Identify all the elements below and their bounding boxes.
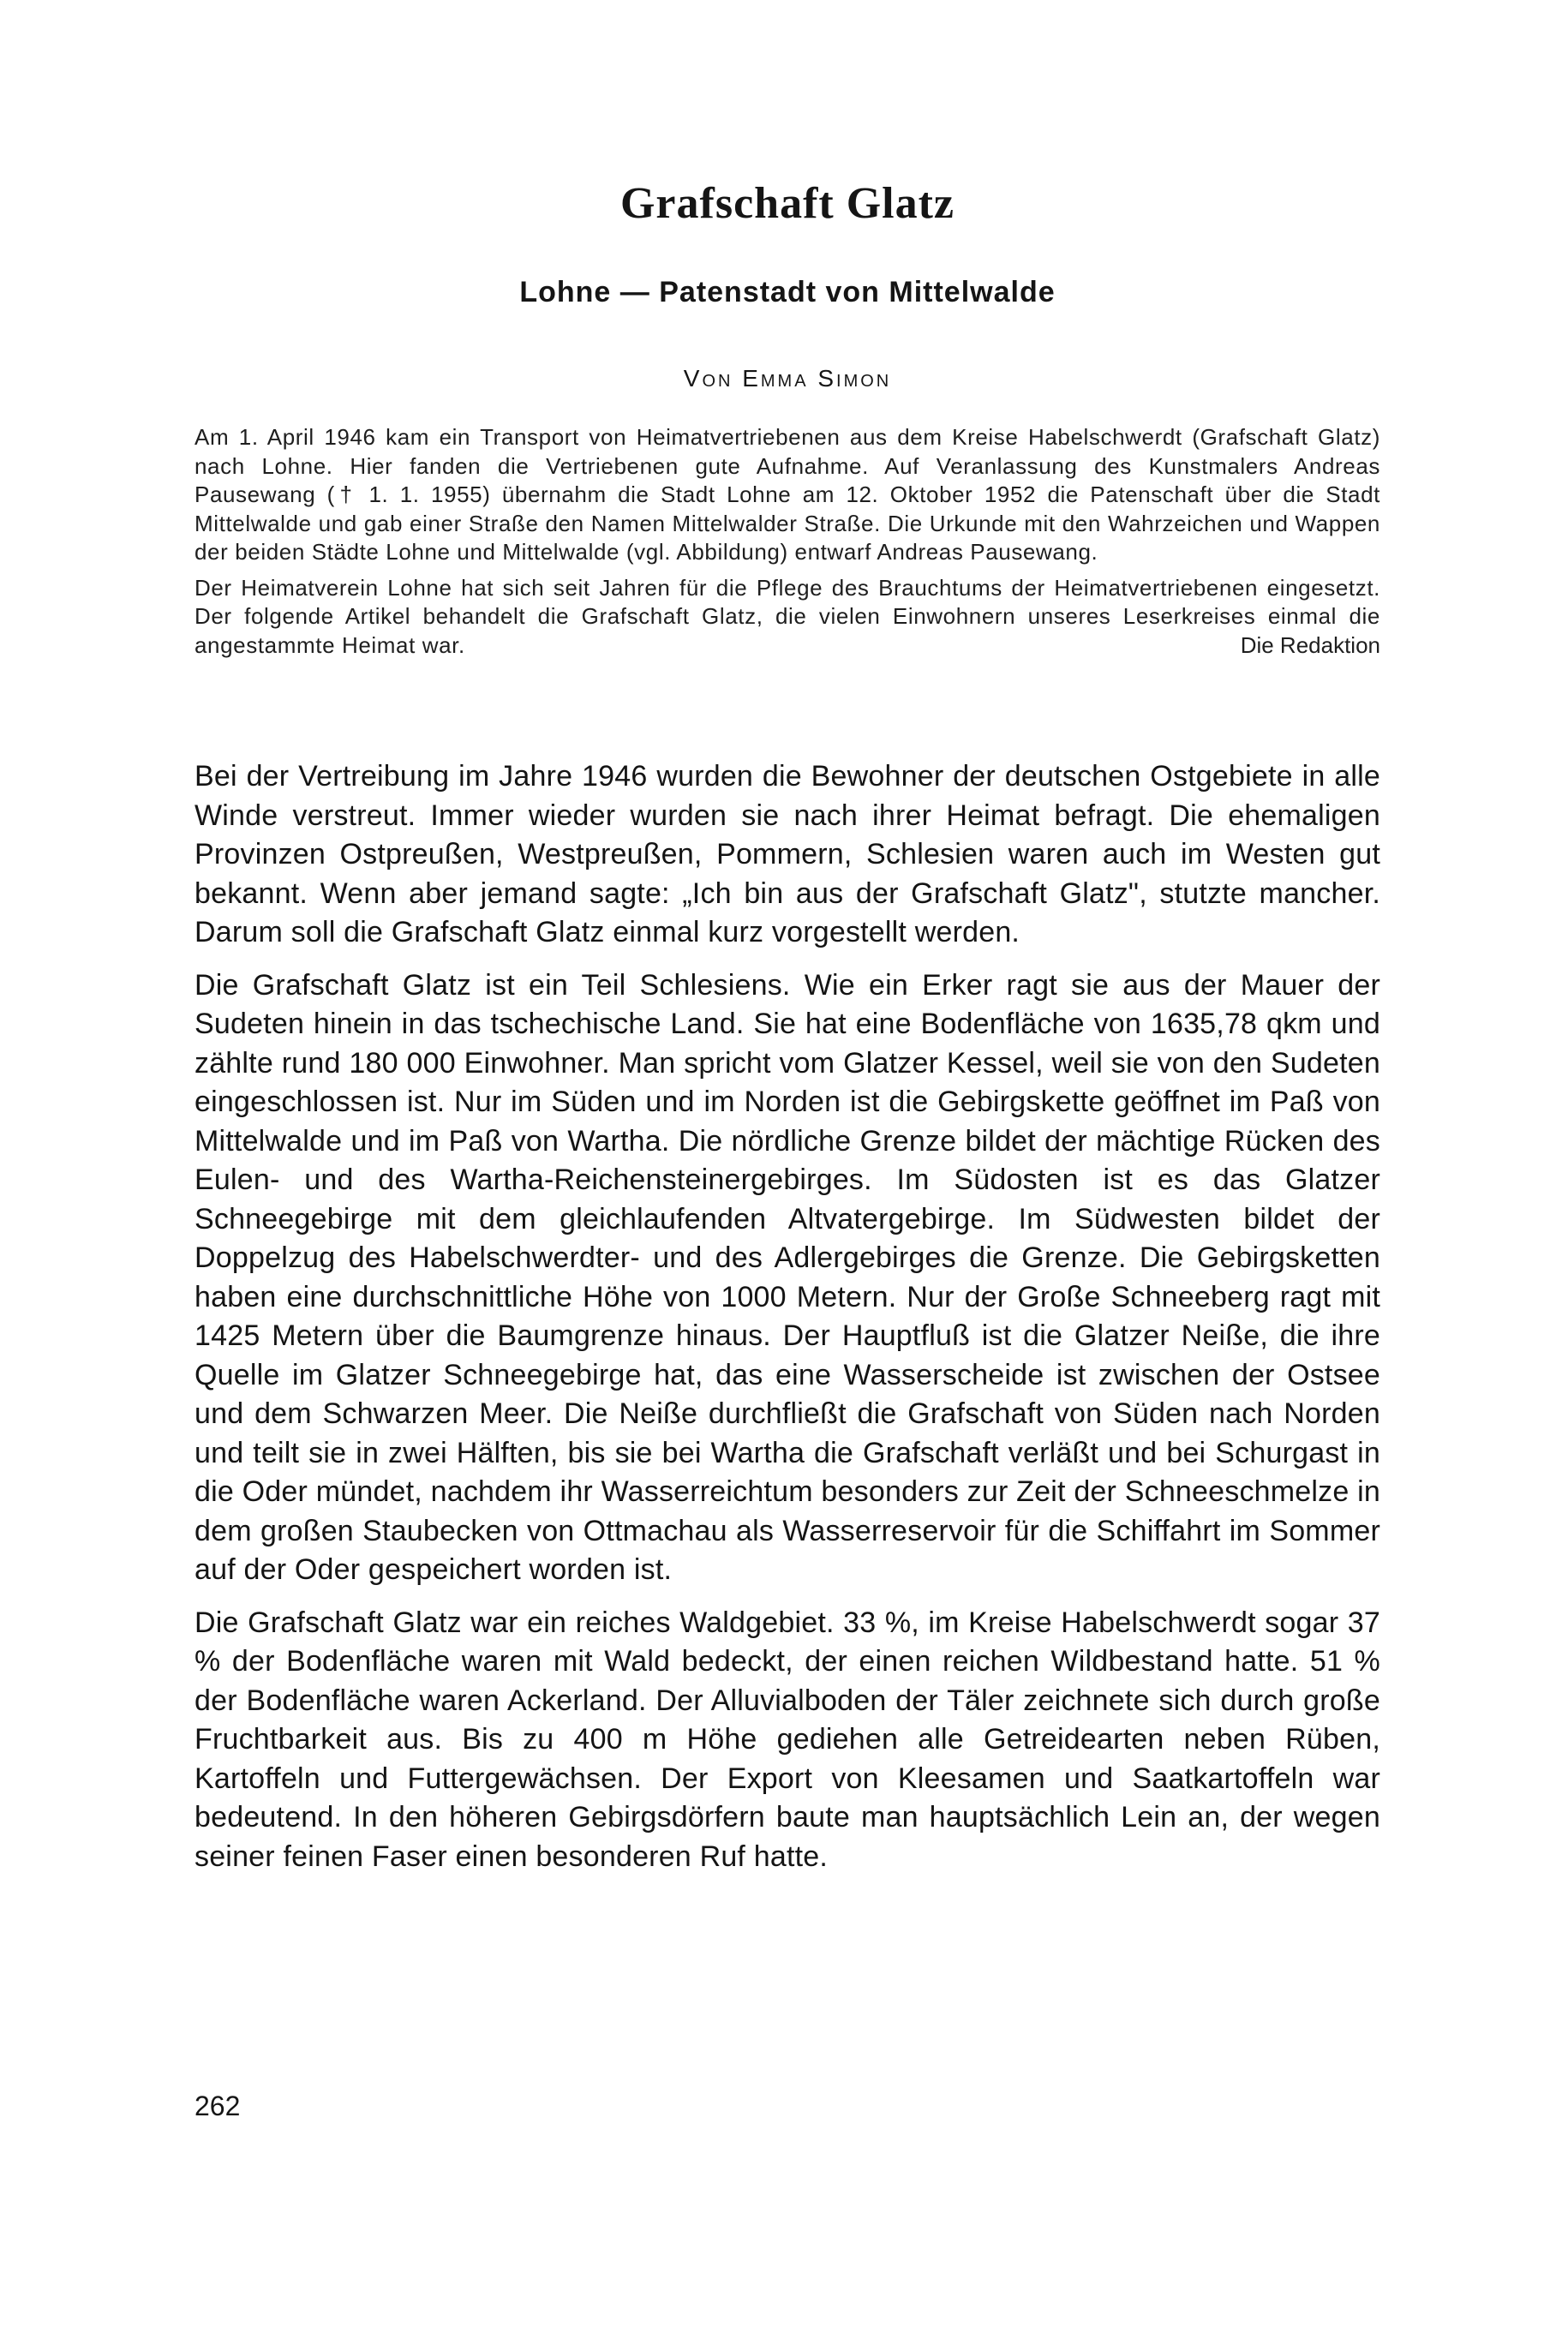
body-paragraph: Die Grafschaft Glatz war ein reiches Waldgebiet. 33 %, im Kreise Habelschwerdt sogar 37 % der Bodenfläche waren mit Wald bedeckt, der einen reichen Wildbestand hatte. 51 % der Bodenfläche waren Ackerland. Der Alluvialboden der Täler zeichnete sich durch große Fruchtbarkeit aus. Bis zu 400 m Höhe gediehen alle Getreidearten neben Rüben, Kartoffeln und Futtergewächsen. Der Export von Kleesamen und Saatkartoffeln war bedeutend. In den höheren Gebirgsdörfern baute man hauptsächlich Lein an, der wegen seiner feinen Faser einen besonderen Ruf hatte.	[195, 1606, 1380, 1873]
preface-paragraph-signed	[195, 574, 1380, 661]
body-paragraph: Bei der Vertreibung im Jahre 1946 wurden die Bewohner der deutschen Ostgebiete in alle Winde verstreut. Immer wieder wurden sie nach ihrer Heimat befragt. Die ehemaligen Provinzen Ostpreußen, Westpreußen, Pommern, Schlesien waren auch im Westen gut bekannt. Wenn aber jemand sagte: „Ich bin aus der Grafschaft Glatz", stutzte mancher. Darum soll die Grafschaft Glatz einmal kurz vorgestellt werden.	[195, 760, 1380, 948]
page-number: 262	[195, 2091, 241, 2121]
preface-paragraph: Der Heimatverein Lohne hat sich seit Jahren für die Pflege des Brauchtums der Heimatvertriebenen eingesetzt. Der folgende Artikel behandelt die Grafschaft Glatz, die vielen Einwohnern unseres Leserkreises einmal die angestammte Heimat war.	[195, 574, 1380, 658]
editorial-signature: Die Redaktion	[1240, 632, 1380, 658]
body-paragraph: Die Grafschaft Glatz ist ein Teil Schlesiens. Wie ein Erker ragt sie aus der Mauer der Sudeten hinein in das tschechische Land. Sie hat eine Bodenfläche von 1635,78 qkm und zählte rund 180 000 Einwohner. Man spricht vom Glatzer Kessel, weil sie von den Sudeten eingeschlossen ist. Nur im Süden und im Norden ist die Gebirgskette geöffnet im Paß von Mittelwalde und im Paß von Wartha. Die nördliche Grenze bildet der mächtige Rücken des Eulen- und des Wartha-Reichensteinergebirges. Im Südosten ist es das Glatzer Schneegebirge mit dem gleichlaufenden Altvatergebirge. Im Südwesten bildet der Doppelzug des Habelschwerdter- und des Adlergebirges die Grenze. Die Gebirgsketten haben eine durchschnittliche Höhe von 1000 Metern. Nur der Große Schneeberg ragt mit 1425 Metern über die Baumgrenze hinaus. Der Hauptfluß ist die Glatzer Neiße, die ihre Quelle im Glatzer Schneegebirge hat, das eine Wasserscheide ist zwischen der Ostsee und dem Schwarzen Meer. Die Neiße durchfließt die Grafschaft von Süden nach Norden und teilt sie in zwei Hälften, bis sie bei Wartha die Grafschaft verläßt und bei Schurgast in die Oder mündet, nachdem ihr Wasserreichtum besonders zur Zeit der Schneeschmelze in dem großen Staubecken von Ottmachau als Wasserreservoir für die Schiffahrt im Sommer auf der Oder gespeichert worden ist.	[195, 968, 1380, 1586]
author-byline: Von Emma Simon	[683, 365, 892, 392]
preface-paragraph: Am 1. April 1946 kam ein Transport von Heimatvertriebenen aus dem Kreise Habelschwerdt (Grafschaft Glatz) nach Lohne. Hier fanden die Vertriebenen gute Aufnahme. Auf Veranlassung des Kunstmalers Andreas Pausewang († 1. 1. 1955) übernahm die Stadt Lohne am 12. Oktober 1952 die Patenschaft über die Stadt Mittelwalde und gab einer Straße den Namen Mittelwalder Straße. Die Urkunde mit den Wahrzeichen und Wappen der beiden Städte Lohne und Mittelwalde (vgl. Abbildung) entwarf Andreas Pausewang.	[195, 424, 1380, 565]
article-body	[195, 757, 1380, 1890]
editorial-preface	[195, 423, 1380, 661]
article-subtitle: Lohne — Patenstadt von Mittelwalde	[519, 276, 1056, 308]
article-title: Grafschaft Glatz	[619, 179, 955, 228]
